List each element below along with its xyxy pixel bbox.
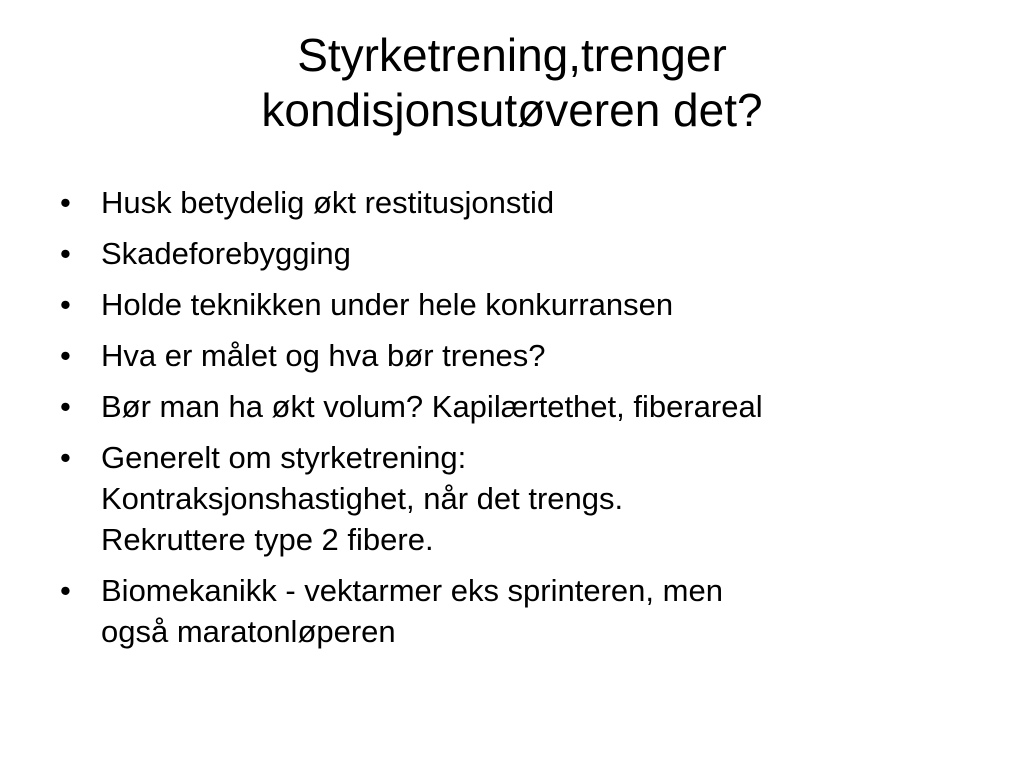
bullet-dot-icon: • [60,440,71,475]
bullet-line: Kontraksjonshastighet, når det trengs. [101,481,624,516]
slide-title-line-2: kondisjonsutøveren det? [261,84,763,136]
bullet-text [101,570,980,652]
bullet-text [101,284,980,325]
bullet-dot-icon: • [60,338,71,373]
bullet-item [60,335,980,376]
slide-title [60,28,964,138]
bullet-item [60,437,980,560]
bullet-dot-icon: • [60,573,71,608]
bullet-line: Holde teknikken under hele konkurransen [101,287,674,322]
bullet-text [101,437,980,560]
bullet-dot-icon: • [60,185,71,220]
bullet-line: Skadeforebygging [101,236,351,271]
bullet-text [101,233,980,274]
bullet-text [101,182,980,223]
bullet-dot-icon: • [60,287,71,322]
bullet-line: Husk betydelig økt restitusjonstid [101,185,555,220]
bullet-line: også maratonløperen [101,614,396,649]
bullet-text [101,386,980,427]
bullet-list [60,182,980,662]
bullet-line: Generelt om styrketrening: [101,440,467,475]
bullet-item [60,233,980,274]
bullet-line: Rekruttere type 2 fibere. [101,522,434,557]
bullet-item [60,570,980,652]
bullet-dot-icon: • [60,236,71,271]
slide-title-line-1: Styrketrening,trenger [297,29,727,81]
bullet-line: Bør man ha økt volum? Kapilærtethet, fiberareal [101,389,763,424]
bullet-dot-icon: • [60,389,71,424]
bullet-item [60,284,980,325]
bullet-line: Biomekanikk - vektarmer eks sprinteren, men [101,573,723,608]
bullet-text [101,335,980,376]
bullet-item [60,386,980,427]
bullet-item [60,182,980,223]
bullet-line: Hva er målet og hva bør trenes? [101,338,546,373]
